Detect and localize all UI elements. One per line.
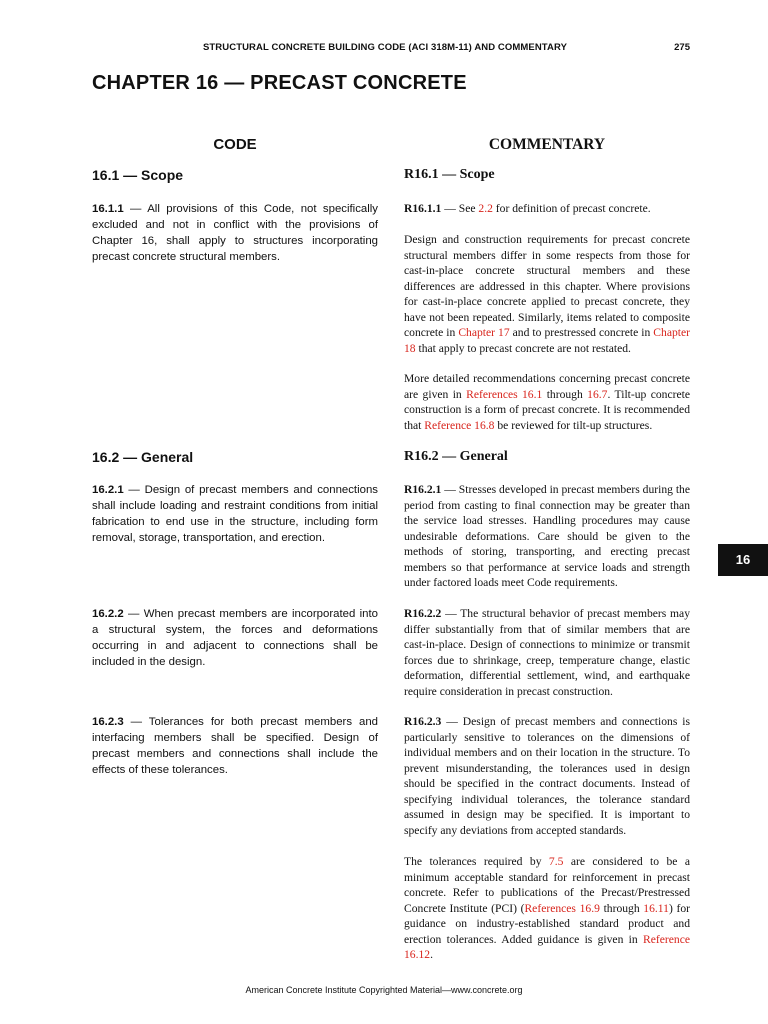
running-header: STRUCTURAL CONCRETE BUILDING CODE (ACI 318M-11) AND COMMENTARY (202, 42, 568, 53)
r16-1-p3-text-a: More detailed recommendations concerning precast concrete are given in (404, 372, 690, 401)
section-r16-2-heading: R16.2 — General (404, 449, 508, 464)
page-footer: American Concrete Institute Copyrighted Material—www.concrete.org (245, 985, 523, 995)
ref-link-chapter-17[interactable]: Chapter 17 (458, 326, 510, 339)
code-16-1-1 (92, 201, 378, 265)
commentary-r16-1-paragraph-3 (404, 371, 690, 433)
r16-2-3-number: R16.2.3 (404, 715, 442, 728)
ref-link-16-7[interactable]: 16.7 (587, 387, 608, 401)
r16-1-p2-text-a: Design and construction requirements for precast concrete structural members differ in some respects from those for cast-in-place concrete structural members and these differences are addressed in this chapter. Where provisions for cast-in-place concrete applied to precast concrete, they have not been repeated. Similarly, items related to composite concrete in (404, 233, 690, 339)
code-16-2-1 (92, 482, 378, 546)
r16-1-p3-text-c: . Tilt-up concrete construction is a form of precast concrete. It is recommended that (404, 387, 690, 432)
ref-link-references-16-9[interactable]: References 16.9 (524, 901, 600, 915)
code-16-2-2 (92, 606, 378, 670)
section-r16-1-heading: R16.1 — Scope (404, 167, 495, 182)
chapter-side-tab: 16 (718, 544, 768, 576)
code-16-1-1-number: 16.1.1 (92, 203, 124, 215)
code-16-2-3-text: — Tolerances for both precast members and interfacing members shall be specified. Design of precast members and connections shall include the effects of these tolerances. (92, 716, 378, 776)
section-16-2-heading: 16.2 — General (92, 449, 194, 465)
r16-1-p2-text-b: and to prestressed concrete in (509, 326, 654, 339)
code-16-2-2-text: — When precast members are incorporated into a structural system, the forces and deformations occurring in and adjacent to connections shall be included in the design. (92, 608, 378, 668)
ref-link-reference-16-8[interactable]: Reference 16.8 (424, 418, 495, 432)
r16-1-1-text-b: for definition of precast concrete. (492, 202, 651, 215)
r16-1-p3-text-b: through (542, 387, 588, 401)
code-16-2-1-text: — Design of precast members and connections shall include loading and restraint conditions from initial fabrication to end use in the structure, including form removal, storage, transportation, and erection. (92, 484, 378, 544)
ref-link-chapter-18[interactable]: Chapter 18 (404, 326, 690, 355)
r16-2-1-number: R16.2.1 (404, 483, 442, 496)
ref-link-7-5[interactable]: 7.5 (548, 855, 564, 868)
code-16-2-3 (92, 714, 378, 778)
r16-2-2-number: R16.2.2 (404, 607, 442, 620)
r16-2-3-p2-text-a: The tolerances required by (404, 855, 549, 868)
ref-link-2-2[interactable]: 2.2 (478, 202, 493, 215)
code-16-2-3-number: 16.2.3 (92, 716, 124, 728)
r16-2-3-p2-text-d: ) for guidance on industry-established standard product and erection tolerances. Added guidance is given in (404, 901, 690, 946)
r16-2-3-p2-text-e: . (430, 948, 433, 961)
r16-2-1-text: — Stresses developed in precast members during the period from casting to final connection may be greater than the service load stresses. Handling procedures may cause undesirable deformations. Care should be given to the methods of storing, transporting, and erecting precast members so that performance at service loads and strength under factored loads meet Code requirements. (404, 483, 690, 589)
commentary-r16-1-1 (404, 201, 690, 217)
code-16-1-1-text: — All provisions of this Code, not specifically excluded and not in conflict with the provisions of Chapter 16, shall apply to structures incorporating precast concrete structural members. (92, 203, 378, 263)
commentary-r16-2-1 (404, 482, 690, 591)
code-16-2-1-number: 16.2.1 (92, 484, 124, 496)
section-16-1-heading: 16.1 — Scope (92, 167, 184, 183)
r16-1-1-number: R16.1.1 (404, 202, 442, 215)
r16-1-1-text-a: — See (441, 202, 479, 215)
r16-2-3-p2-text-b: are considered to be a minimum acceptable standard for reinforcement in precast concrete. Refer to publications of the Precast/Prestressed Concrete Institute (PCI) ( (404, 855, 690, 915)
commentary-r16-1-paragraph-2 (404, 232, 690, 356)
page-number: 275 (674, 42, 690, 53)
ref-link-16-11[interactable]: 16.11 (643, 901, 669, 915)
code-16-2-2-number: 16.2.2 (92, 608, 124, 620)
commentary-r16-2-3-paragraph-2 (404, 854, 690, 963)
chapter-title: CHAPTER 16 — PRECAST CONCRETE (92, 72, 467, 94)
commentary-r16-2-2 (404, 606, 690, 699)
r16-2-2-text: — The structural behavior of precast members may differ substantially from that of similar members that are cast-in-place. Design of connections to minimize or transmit forces due to shrinkage, creep, temperature change, elastic deformation, differential settlement, wind, and earthquake require consideration in precast construction. (404, 607, 690, 698)
r16-2-3-p2-text-c: through (599, 901, 644, 915)
commentary-column-heading: COMMENTARY (488, 136, 606, 153)
ref-link-references-16-1[interactable]: References 16.1 (466, 387, 543, 401)
r16-1-p3-text-d: be reviewed for tilt-up structures. (494, 418, 653, 432)
commentary-r16-2-3 (404, 714, 690, 838)
r16-2-3-text: — Design of precast members and connections is particularly sensitive to tolerances on the dimensions of individual members and on their location in the structure. To prevent misunderstanding, the tolerances used in design should be specified in the contract documents. Instead of specifying individual tolerances, the tolerance standard assumed in design may be specified. It is important to specify any deviations from accepted standards. (404, 715, 690, 837)
r16-1-p2-text-c: that apply to precast concrete are not restated. (415, 341, 631, 355)
code-column-heading: CODE (213, 136, 257, 153)
ref-link-reference-16-12[interactable]: Reference 16.12 (404, 932, 690, 961)
